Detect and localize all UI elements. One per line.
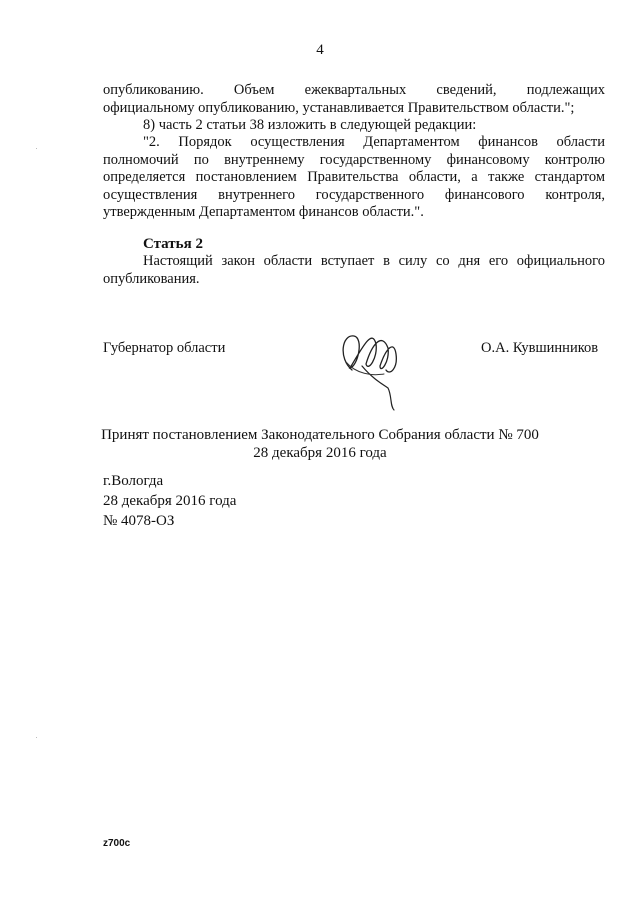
- text-line: полномочий по внутреннему государственному финансовому контролю: [103, 151, 605, 168]
- amendment-item: [103, 117, 605, 135]
- text-line: Настоящий закон области вступает в силу со дня его официального: [143, 253, 605, 269]
- document-meta: [103, 471, 236, 531]
- text-line: "2. Порядок осуществления Департаментом финансов области: [143, 134, 605, 150]
- city: г.Вологда: [103, 473, 164, 489]
- date: 28 декабря 2016 года: [103, 493, 237, 509]
- adoption-note: [0, 426, 640, 462]
- text-line: осуществления внутреннего государственного финансового контроля,: [103, 186, 605, 203]
- text-line: опубликованию. Объем ежеквартальных сведений, подлежащих: [103, 82, 605, 98]
- article-text: [103, 253, 605, 288]
- signatory-name: О.А. Кувшинников: [481, 340, 599, 356]
- law-number: № 4078-ОЗ: [103, 513, 175, 529]
- handwritten-signature: [332, 318, 412, 413]
- paragraph-continuation: [103, 82, 605, 117]
- text-line: утвержденным Департаментом финансов области.".: [103, 204, 424, 220]
- text-line: официальному опубликованию, устанавливается Правительством области.";: [103, 99, 575, 116]
- text-line: 8) часть 2 статьи 38 изложить в следующей редакции:: [143, 117, 477, 133]
- document-code: z700c: [103, 838, 131, 849]
- text-line: определяется постановлением Правительства области, а также стандартом: [103, 169, 605, 185]
- adoption-line: Принят постановлением Законодательного Собрания области № 700: [101, 427, 539, 443]
- article-heading: Статья 2: [143, 236, 203, 252]
- scan-speck: [36, 148, 37, 149]
- amendment-text: [103, 134, 605, 222]
- scan-speck: [36, 737, 37, 738]
- text-line: опубликования.: [103, 270, 200, 287]
- signatory-position: Губернатор области: [103, 340, 226, 356]
- page-number: 4: [316, 42, 324, 58]
- adoption-date: 28 декабря 2016 года: [253, 445, 387, 461]
